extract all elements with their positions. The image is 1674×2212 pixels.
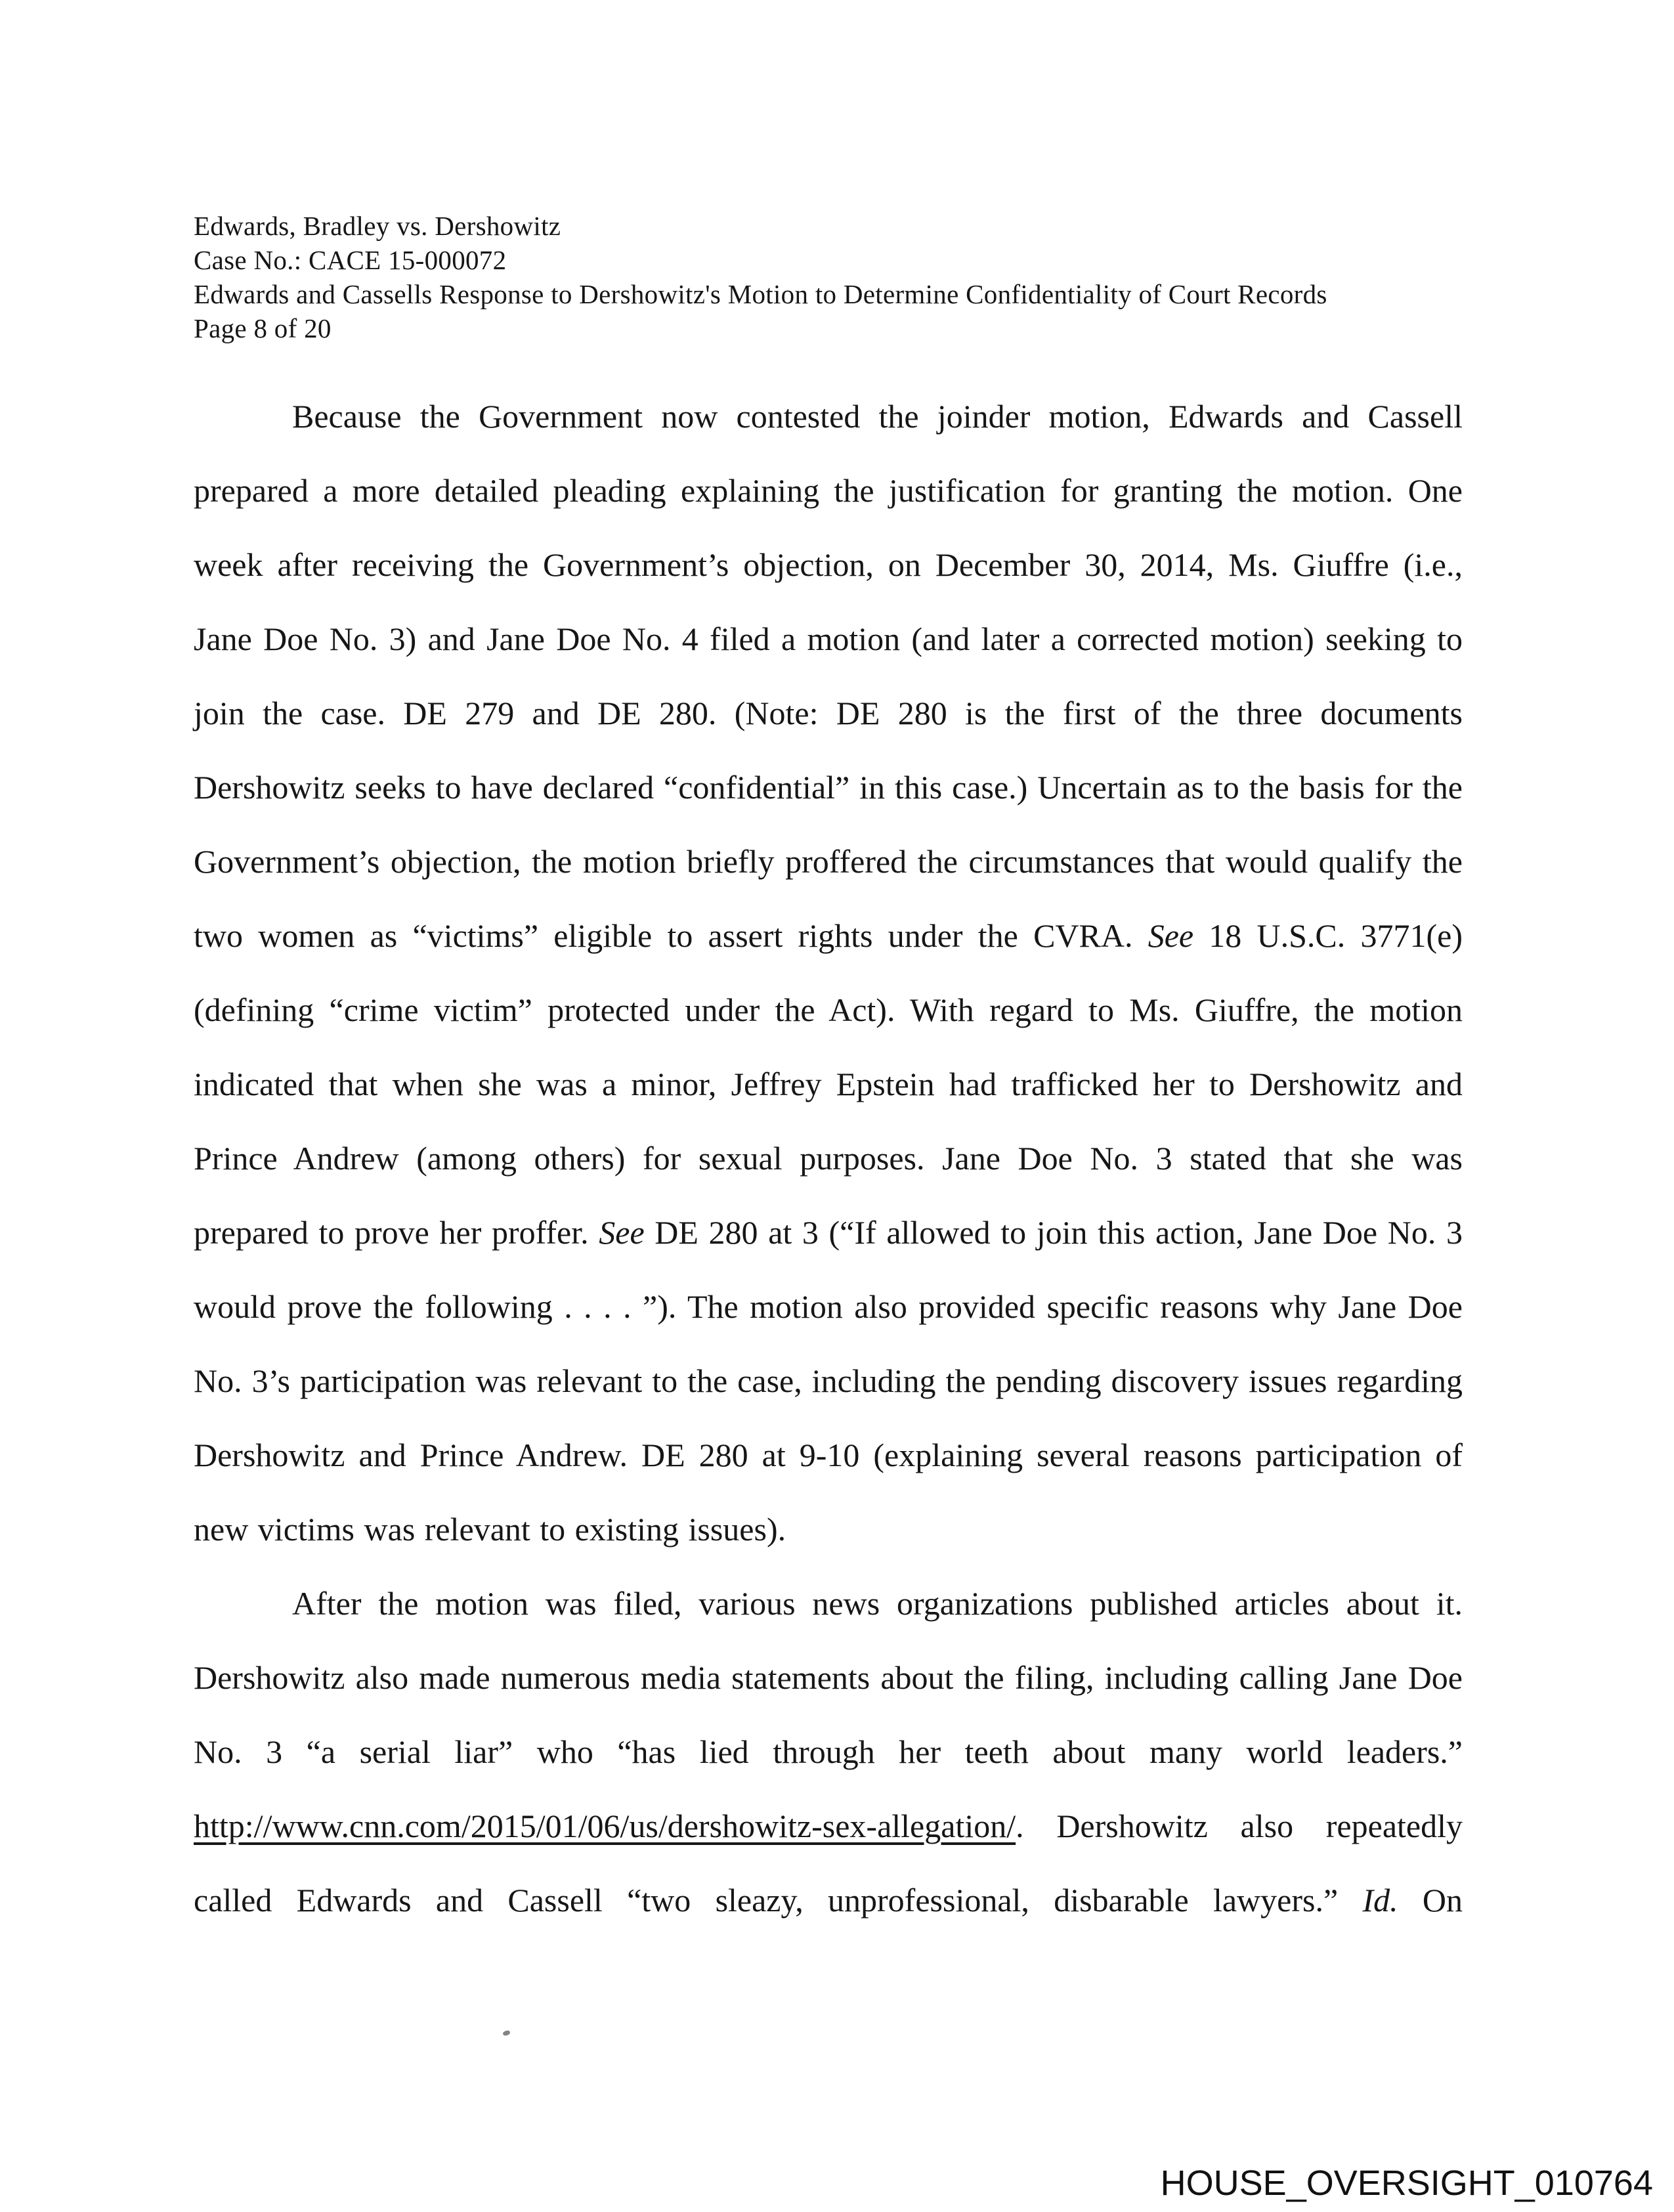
text-segment: http://www.cnn.com/2015/01/06/us/dershowitz-sex-allegation/ <box>194 1808 1016 1844</box>
bates-stamp: HOUSE_OVERSIGHT_010764 <box>1160 2163 1653 2203</box>
case-caption <box>194 209 1507 345</box>
paragraph <box>194 380 1463 1567</box>
document-title: Edwards and Cassells Response to Dershowitz's Motion to Determine Confidentiality of Court Records <box>194 279 1327 309</box>
document-body <box>194 380 1463 1938</box>
page-number-label: Page 8 of 20 <box>194 313 332 343</box>
paragraph <box>194 1567 1463 1938</box>
text-segment: See <box>599 1214 645 1251</box>
case-title: Edwards, Bradley vs. Dershowitz <box>194 211 561 241</box>
text-segment: On <box>1398 1882 1463 1919</box>
text-segment: DE 280 at 3 (“If allowed to join this action, Jane Doe No. 3 would prove the following . . . . ”). The motion also provided specific reasons why Jane Doe No. 3’s participation was relevant to the case, including the pending discovery issues regarding Dershowitz and Prince Andrew. DE 280 at 9-10 (explaining several reasons participation of new victims was relevant to existing issues). <box>194 1214 1463 1548</box>
text-segment: . Dershowitz also repeatedly called Edwards and Cassell “two sleazy, unprofessional, disbarable lawyers.” <box>194 1808 1463 1919</box>
case-number: Case No.: CACE 15-000072 <box>194 245 507 275</box>
scan-artifact <box>502 2029 511 2036</box>
text-segment: Id. <box>1362 1882 1398 1919</box>
text-segment: After the motion was filed, various news organizations published articles about it. Dershowitz also made numerous media statements about the filing, including calling Jane Doe No. 3 “a serial liar” who “has lied through her teeth about many world leaders.” <box>194 1585 1463 1770</box>
text-segment: 18 U.S.C. 3771(e) (defining “crime victim” protected under the Act). With regard to Ms. Giuffre, the motion indicated that when she was a minor, Jeffrey Epstein had trafficked her to Dershowitz and Prince Andrew (among others) for sexual purposes. Jane Doe No. 3 stated that she was prepared to prove her proffer. <box>194 917 1463 1251</box>
text-segment: See <box>1148 917 1194 954</box>
text-segment: Because the Government now contested the joinder motion, Edwards and Cassell prepared a more detailed pleading explaining the justification for granting the motion. One week after receiving the Government’s objection, on December 30, 2014, Ms. Giuffre (i.e., Jane Doe No. 3) and Jane Doe No. 4 filed a motion (and later a corrected motion) seeking to join the case. DE 279 and DE 280. (Note: DE 280 is the first of the three documents Dershowitz seeks to have declared “confidential” in this case.) Uncertain as to the basis for the Government’s objection, the motion briefly proffered the circumstances that would qualify the two women as “victims” eligible to assert rights under the CVRA. <box>194 398 1463 954</box>
